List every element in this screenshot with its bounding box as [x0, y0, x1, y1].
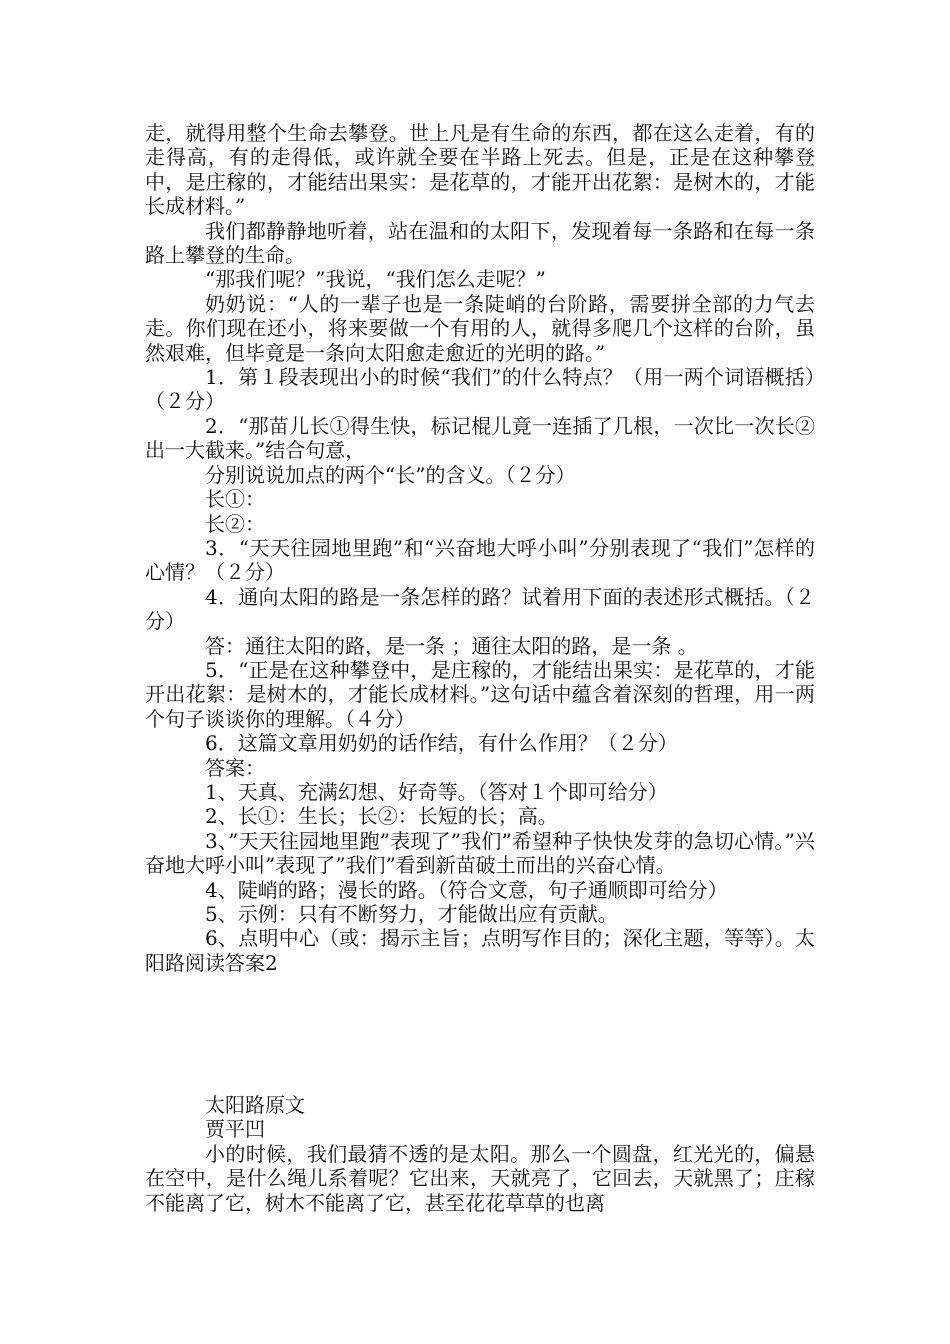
question-2: 2．“那苗儿长①得生快，标记棍儿竟一连插了几根，一次比一次长②出一大截来。”结合句意，: [145, 413, 815, 463]
original-paragraph-1: 小的时候，我们最猜不透的是太阳。那么一个圆盘，红光光的，偏悬在空中，是什么绳儿系着呢？它出来，天就亮了，它回去，天就黑了；庄稼不能离了它，树木不能离了它，甚至花花草草的也离: [145, 1141, 815, 1215]
answer-5: 5、示例：只有不断努力，才能做出应有贡献。: [205, 902, 618, 926]
question-4: 4．通向太阳的路是一条怎样的路？试着用下面的表述形式概括。（２分）: [145, 584, 815, 634]
answer-2: 2、长①：生长；长②：长短的长；高。: [205, 804, 558, 829]
original-author: 贾平凹: [205, 1117, 265, 1142]
question-5: 5．“正是在这种攀登中，是庄稼的，才能结出果实：是花草的，才能开出花絮：是树木的，才能长成材料。”这句话中蕴含着深刻的哲理，用一两个句子谈谈你的理解。（４分）: [145, 657, 815, 731]
article-paragraph-3: “那我们呢？”我说，“我们怎么走呢？”: [205, 267, 546, 292]
answers-label: 答案：: [205, 755, 265, 780]
question-2-blank-2: 长②：: [205, 511, 265, 536]
original-text-section: [145, 1093, 815, 1215]
question-1: 1．第１段表现出小的时候“我们”的什么特点？（用一两个词语概括）（２分）: [145, 365, 815, 414]
question-6: 6．这篇文章用奶奶的话作结，有什么作用？（２分）: [205, 731, 678, 756]
article-paragraph-2: 我们都静静地听着，站在温和的太阳下，发现着每一条路和在每一条路上攀登的生命。: [145, 218, 815, 268]
answer-1: 1、天真、充满幻想、好奇等。（答对１个即可给分）: [205, 779, 668, 804]
answer-6: 6、点明中心（或：揭示主旨；点明写作目的；深化主题，等等）。太阳路阅读答案2: [145, 926, 815, 975]
question-2-prompt: 分别说说加点的两个“长”的含义。（２分）: [205, 462, 576, 487]
article-paragraph-4: 奶奶说：“人的一辈子也是一条陡峭的台阶路，需要拼全部的力气去走。你们现在还小，将来要做一个有用的人，就得多爬几个这样的台阶，虽然艰难，但毕竟是一条向太阳愈走愈近的光明的路。”: [145, 291, 815, 365]
answer-3: 3、”天天往园地里跑”表现了”我们”希望种子快快发芽的急切心情。”兴奋地大呼小叫”表现了”我们”看到新苗破土而出的兴奋心情。: [145, 828, 815, 878]
question-4-answer-form: 答：通往太阳的路，是一条 ；通往太阳的路，是一条 。: [205, 633, 698, 658]
question-3: 3．“天天往园地里跑”和“兴奋地大呼小叫”分别表现了“我们”怎样的心情？（２分）: [145, 535, 815, 585]
original-title: 太阳路原文: [205, 1093, 305, 1117]
article-paragraph-1: 走，就得用整个生命去攀登。世上凡是有生命的东西，都在这么走着，有的走得高，有的走得低，或许就全要在半路上死去。但是，正是在这种攀登中，是庄稼的，才能结出果实：是花草的，才能开出花絮：是树木的，才能长成材料。”: [145, 121, 815, 219]
question-2-blank-1: 长①：: [205, 487, 265, 512]
article-excerpt: [145, 121, 815, 975]
answer-4: 4、陡峭的路；漫长的路。（符合文意，句子通顺即可给分）: [205, 877, 728, 902]
